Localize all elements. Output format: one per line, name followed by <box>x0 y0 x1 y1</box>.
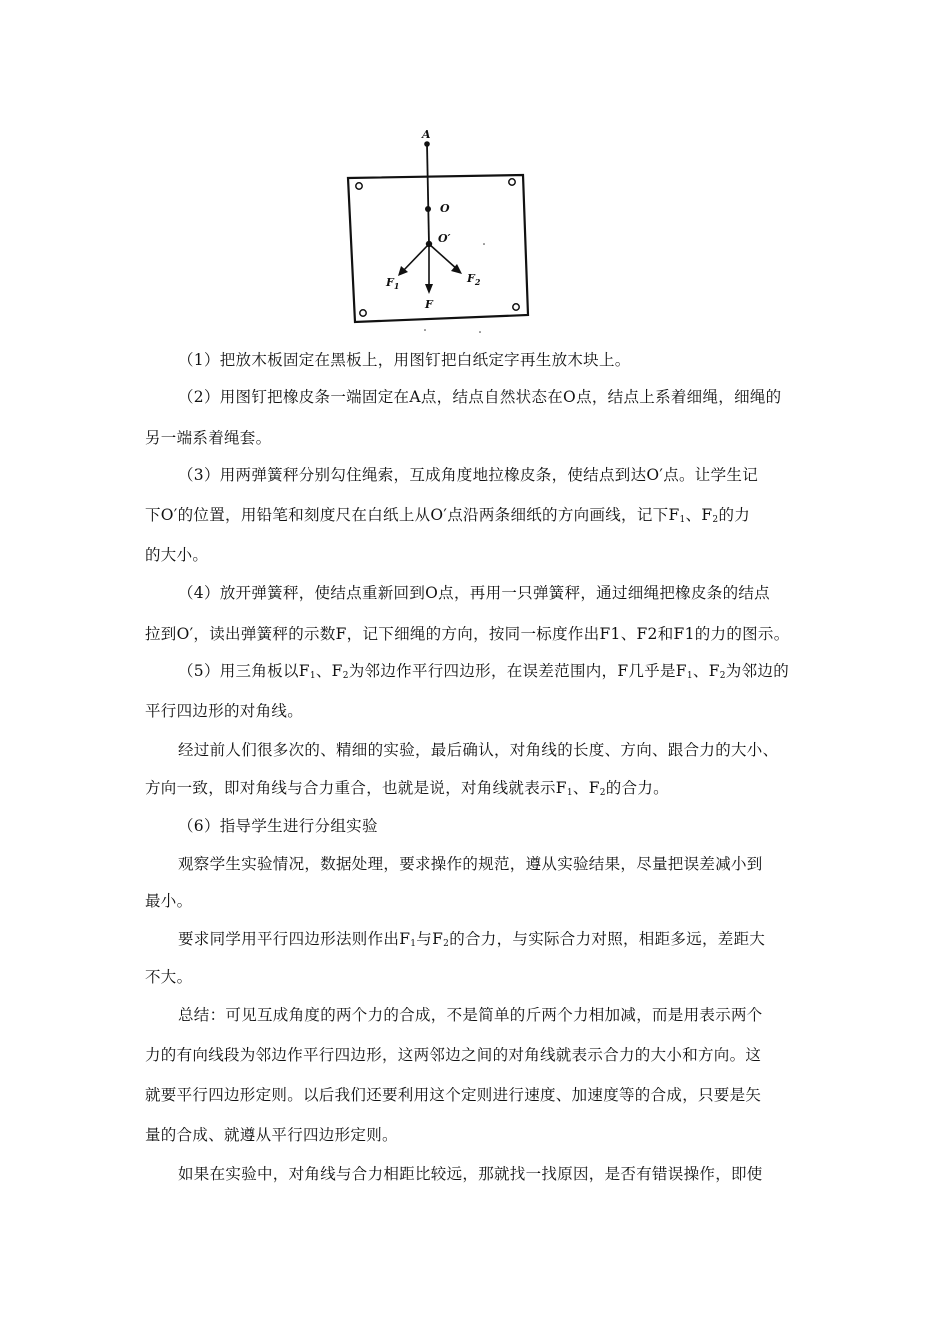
label-f1: $F_1$ <box>386 276 400 291</box>
speck <box>479 331 481 333</box>
label-f: F <box>425 298 433 311</box>
pushpin-top-left <box>356 183 362 189</box>
string-f2 <box>429 244 458 270</box>
text-line-11: 经过前人们很多次的、精细的实验，最后确认，对角线的长度、方向、跟合力的大小、 <box>178 741 779 759</box>
point-o <box>425 206 431 212</box>
text-line-10: 平行四边形的对角线。 <box>145 702 304 720</box>
text-line-4: （3）用两弹簧秤分别勾住绳索，互成角度地拉橡皮条，使结点到达O′点。让学生记 <box>178 466 758 484</box>
label-o-prime: O′ <box>438 232 451 245</box>
text-line-17: 不大。 <box>145 968 193 986</box>
text-line-6: 的大小。 <box>145 546 209 564</box>
text-line-5: 下O′的位置，用铅笔和刻度尺在白纸上从O′点沿两条细纸的方向画线，记下$F_1$、$F_2$的力 <box>145 506 751 525</box>
arrow-f <box>425 284 433 294</box>
string-f1 <box>402 244 429 272</box>
text-line-20: 就要平行四边形定则。以后我们还要利用这个定则进行速度、加速度等的合成，只要是矢 <box>145 1086 762 1104</box>
text-line-22: 如果在实验中，对角线与合力相距比较远，那就找一找原因，是否有错误操作，即使 <box>178 1165 763 1183</box>
speck <box>424 329 426 331</box>
text-line-8: 拉到O′，读出弹簧秤的示数F，记下细绳的方向，按同一标度作出F1、F2和F1的力的图示。 <box>145 625 790 643</box>
drawing-board <box>348 175 528 322</box>
label-f2: $F_2$ <box>467 272 481 287</box>
label-o: O <box>440 202 450 215</box>
point-a <box>424 141 430 147</box>
text-line-16: 要求同学用平行四边形法则作出$F_1$与$F_2$的合力，与实际合力对照，相距多远，差距大 <box>178 930 766 949</box>
text-line-14: 观察学生实验情况，数据处理，要求操作的规范，遵从实验结果，尽量把误差减小到 <box>178 855 763 873</box>
text-line-13: （6）指导学生进行分组实验 <box>178 817 378 835</box>
text-line-15: 最小。 <box>145 892 193 910</box>
text-line-9: （5）用三角板以$F_1$、$F_2$为邻边作平行四边形，在误差范围内，F几乎是$F_1$、$F_2$为邻边的 <box>178 662 789 681</box>
label-a: A <box>422 128 431 141</box>
speck <box>483 243 485 245</box>
text-line-7: （4）放开弹簧秤，使结点重新回到O点，再用一只弹簧秤，通过细绳把橡皮条的结点 <box>178 584 770 602</box>
board-diagram-svg <box>330 120 550 340</box>
text-line-19: 力的有向线段为邻边作平行四边形，这两邻边之间的对角线就表示合力的大小和方向。这 <box>145 1046 762 1064</box>
pushpin-bottom-left <box>360 310 366 316</box>
text-line-3: 另一端系着绳套。 <box>145 429 272 447</box>
text-line-18: 总结：可见互成角度的两个力的合成，不是简单的斤两个力相加减，而是用表示两个 <box>178 1006 763 1024</box>
rubber-band <box>427 144 429 244</box>
text-line-21: 量的合成、就遵从平行四边形定则。 <box>145 1126 398 1144</box>
pushpin-bottom-right <box>513 304 519 310</box>
text-line-1: （1）把放木板固定在黑板上，用图钉把白纸定字再生放木块上。 <box>178 351 631 369</box>
text-line-2: （2）用图钉把橡皮条一端固定在A点，结点自然状态在O点，结点上系着细绳，细绳的 <box>178 388 782 406</box>
pushpin-top-right <box>509 179 515 185</box>
text-line-12: 方向一致，即对角线与合力重合，也就是说，对角线就表示$F_1$、$F_2$的合力。 <box>145 779 669 798</box>
experiment-diagram <box>330 120 550 340</box>
